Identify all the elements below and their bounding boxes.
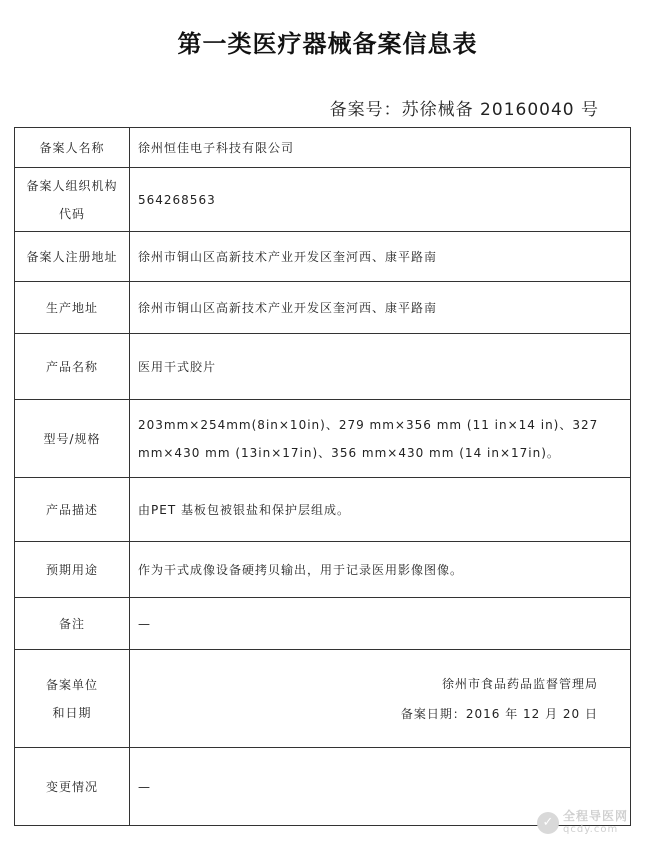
filing-unit-cell: [130, 650, 631, 748]
watermark-logo-icon: ✓: [537, 812, 559, 834]
row-label: 型号/规格: [15, 400, 130, 478]
watermark-name: 全程导医网: [563, 809, 629, 823]
table-row: [15, 478, 631, 542]
info-table: [14, 127, 631, 826]
intended-use: 作为干式成像设备硬拷贝输出，用于记录医用影像图像。: [130, 542, 631, 598]
watermark-text: [563, 810, 628, 836]
document-title: 第一类医疗器械备案信息表: [177, 30, 478, 58]
remarks: —: [130, 598, 631, 650]
label-line: 备案单位: [45, 677, 98, 692]
table-row: [15, 282, 631, 334]
product-description: 由PET 基板包被银盐和保护层组成。: [130, 478, 631, 542]
row-label: [15, 650, 130, 748]
row-label: 备案人注册地址: [15, 232, 130, 282]
row-label: 备案人名称: [15, 128, 130, 168]
registered-address: 徐州市铜山区高新技术产业开发区奎河西、康平路南: [130, 232, 631, 282]
applicant-name: 徐州恒佳电子科技有限公司: [130, 128, 631, 168]
label-line: 代码: [58, 206, 85, 221]
table-row: [15, 542, 631, 598]
row-label: 备注: [15, 598, 130, 650]
production-address: 徐州市铜山区高新技术产业开发区奎河西、康平路南: [130, 282, 631, 334]
watermark-url: qcdy.com: [563, 824, 619, 835]
filing-date: 备案日期：2016 年 12 月 20 日: [400, 706, 598, 721]
product-name: 医用干式胶片: [130, 334, 631, 400]
row-label: [15, 168, 130, 232]
change-status: —: [130, 748, 631, 826]
table-row: [15, 168, 631, 232]
table-row: [15, 400, 631, 478]
row-label: 产品名称: [15, 334, 130, 400]
filing-unit: 徐州市食品药品监督管理局: [441, 676, 598, 691]
row-label: 产品描述: [15, 478, 130, 542]
table-row: [15, 128, 631, 168]
registration-number: 备案号：苏徐械备 20160040 号: [329, 100, 599, 120]
table-row: [15, 334, 631, 400]
table-row: [15, 598, 631, 650]
model-spec: 203mm×254mm(8in×10in)、279 mm×356 mm (11 in×14 in)、327 mm×430 mm (13in×17in)、356 mm×430 mm (14 in×17in)。: [130, 400, 631, 478]
watermark: [537, 810, 647, 836]
table-row: [15, 650, 631, 748]
row-label: 预期用途: [15, 542, 130, 598]
organization-code: 564268563: [130, 168, 631, 232]
label-line: 备案人组织机构: [26, 178, 118, 193]
table-row: [15, 232, 631, 282]
row-label: 变更情况: [15, 748, 130, 826]
label-line: 和日期: [52, 705, 92, 720]
row-label: 生产地址: [15, 282, 130, 334]
